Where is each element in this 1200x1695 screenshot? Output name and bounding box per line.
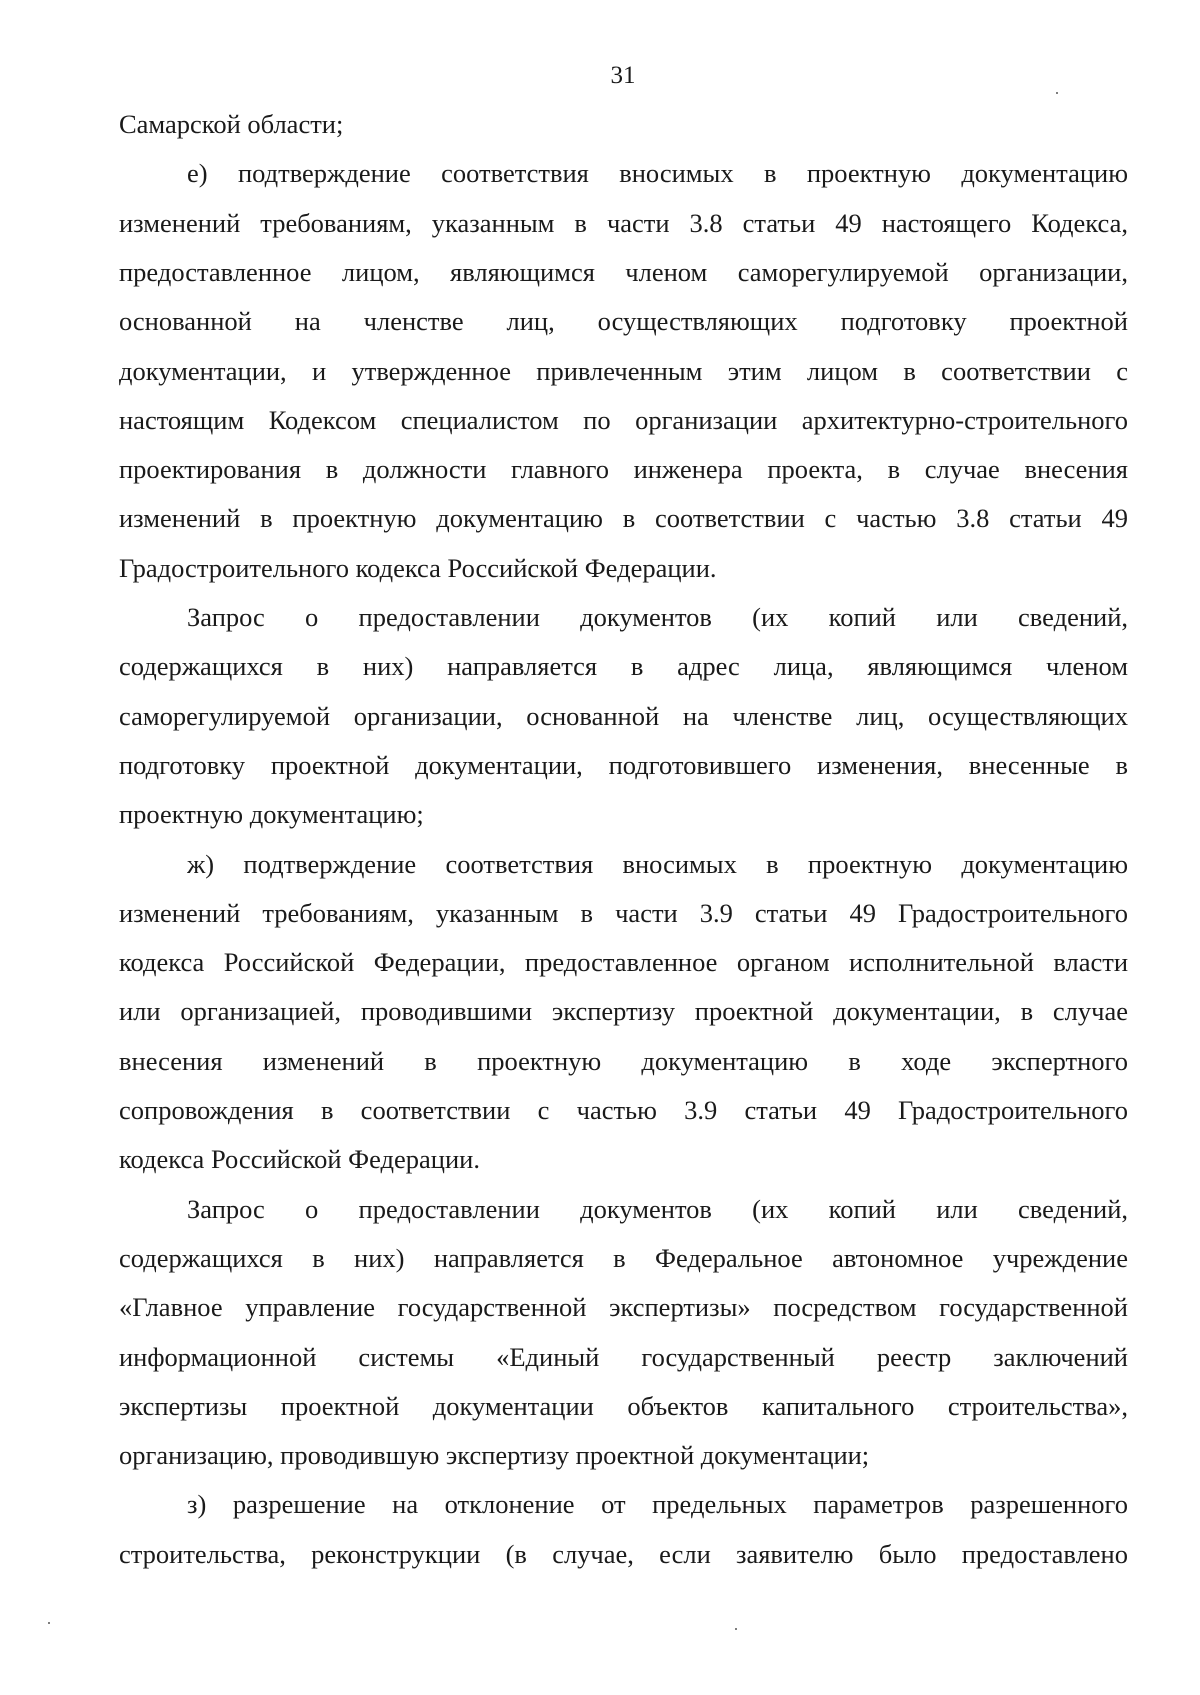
text-line: кодекса Российской Федерации.: [119, 1144, 480, 1175]
text-line: содержащихся в них) направляется в Федеральное автономное учреждение: [119, 1242, 1128, 1273]
text-line: е) подтверждение соответствия вносимых в проектную документацию: [187, 158, 1128, 189]
text-line: изменений требованиям, указанным в части 3.9 статьи 49 Градостроительного: [119, 897, 1128, 928]
text-line: «Главное управление государственной экспертизы» посредством государственной: [119, 1292, 1128, 1323]
text-line: проектную документацию;: [119, 799, 424, 830]
text-line: внесения изменений в проектную документацию в ходе экспертного: [119, 1045, 1128, 1076]
text-line: кодекса Российской Федерации, предоставленное органом исполнительной власти: [119, 947, 1128, 978]
text-line: документации, и утвержденное привлеченным этим лицом в соответствии с: [119, 355, 1128, 386]
text-line: изменений в проектную документацию в соответствии с частью 3.8 статьи 49: [119, 503, 1128, 534]
page-number: 31: [610, 62, 636, 89]
text-line: Самарской области;: [119, 109, 344, 139]
text-line: саморегулируемой организации, основанной на членстве лиц, осуществляющих: [119, 700, 1128, 731]
text-line: Градостроительного кодекса Российской Федерации.: [119, 552, 717, 583]
text-line: содержащихся в них) направляется в адрес лица, являющимся членом: [119, 651, 1128, 682]
scan-speck: [48, 1622, 50, 1624]
text-line: подготовку проектной документации, подготовившего изменения, внесенные в: [119, 749, 1128, 780]
text-line: з) разрешение на отклонение от предельных параметров разрешенного: [187, 1489, 1128, 1520]
text-line: информационной системы «Единый государственный реестр заключений: [119, 1341, 1128, 1372]
text-line: ж) подтверждение соответствия вносимых в проектную документацию: [187, 848, 1128, 879]
text-line: Запрос о предоставлении документов (их копий или сведений,: [187, 602, 1128, 632]
scan-speck: [1056, 92, 1058, 94]
text-line: сопровождения в соответствии с частью 3.9 статьи 49 Градостроительного: [119, 1095, 1128, 1125]
text-line: основанной на членстве лиц, осуществляющих подготовку проектной: [119, 306, 1128, 337]
text-line: организацию, проводившую экспертизу проектной документации;: [119, 1440, 870, 1471]
text-line: настоящим Кодексом специалистом по организации архитектурно-строительного: [119, 404, 1128, 435]
text-line: изменений требованиям, указанным в части 3.8 статьи 49 настоящего Кодекса,: [119, 207, 1128, 238]
text-line: экспертизы проектной документации объектов капитального строительства»,: [119, 1390, 1128, 1421]
text-line: Запрос о предоставлении документов (их копий или сведений,: [187, 1193, 1128, 1224]
text-line: предоставленное лицом, являющимся членом саморегулируемой организации,: [119, 256, 1128, 287]
text-line: или организацией, проводившими экспертизу проектной документации, в случае: [119, 996, 1128, 1027]
text-line: строительства, реконструкции (в случае, если заявителю было предоставлено: [119, 1538, 1128, 1569]
scan-speck: [735, 1628, 737, 1630]
text-line: проектирования в должности главного инженера проекта, в случае внесения: [119, 454, 1128, 485]
